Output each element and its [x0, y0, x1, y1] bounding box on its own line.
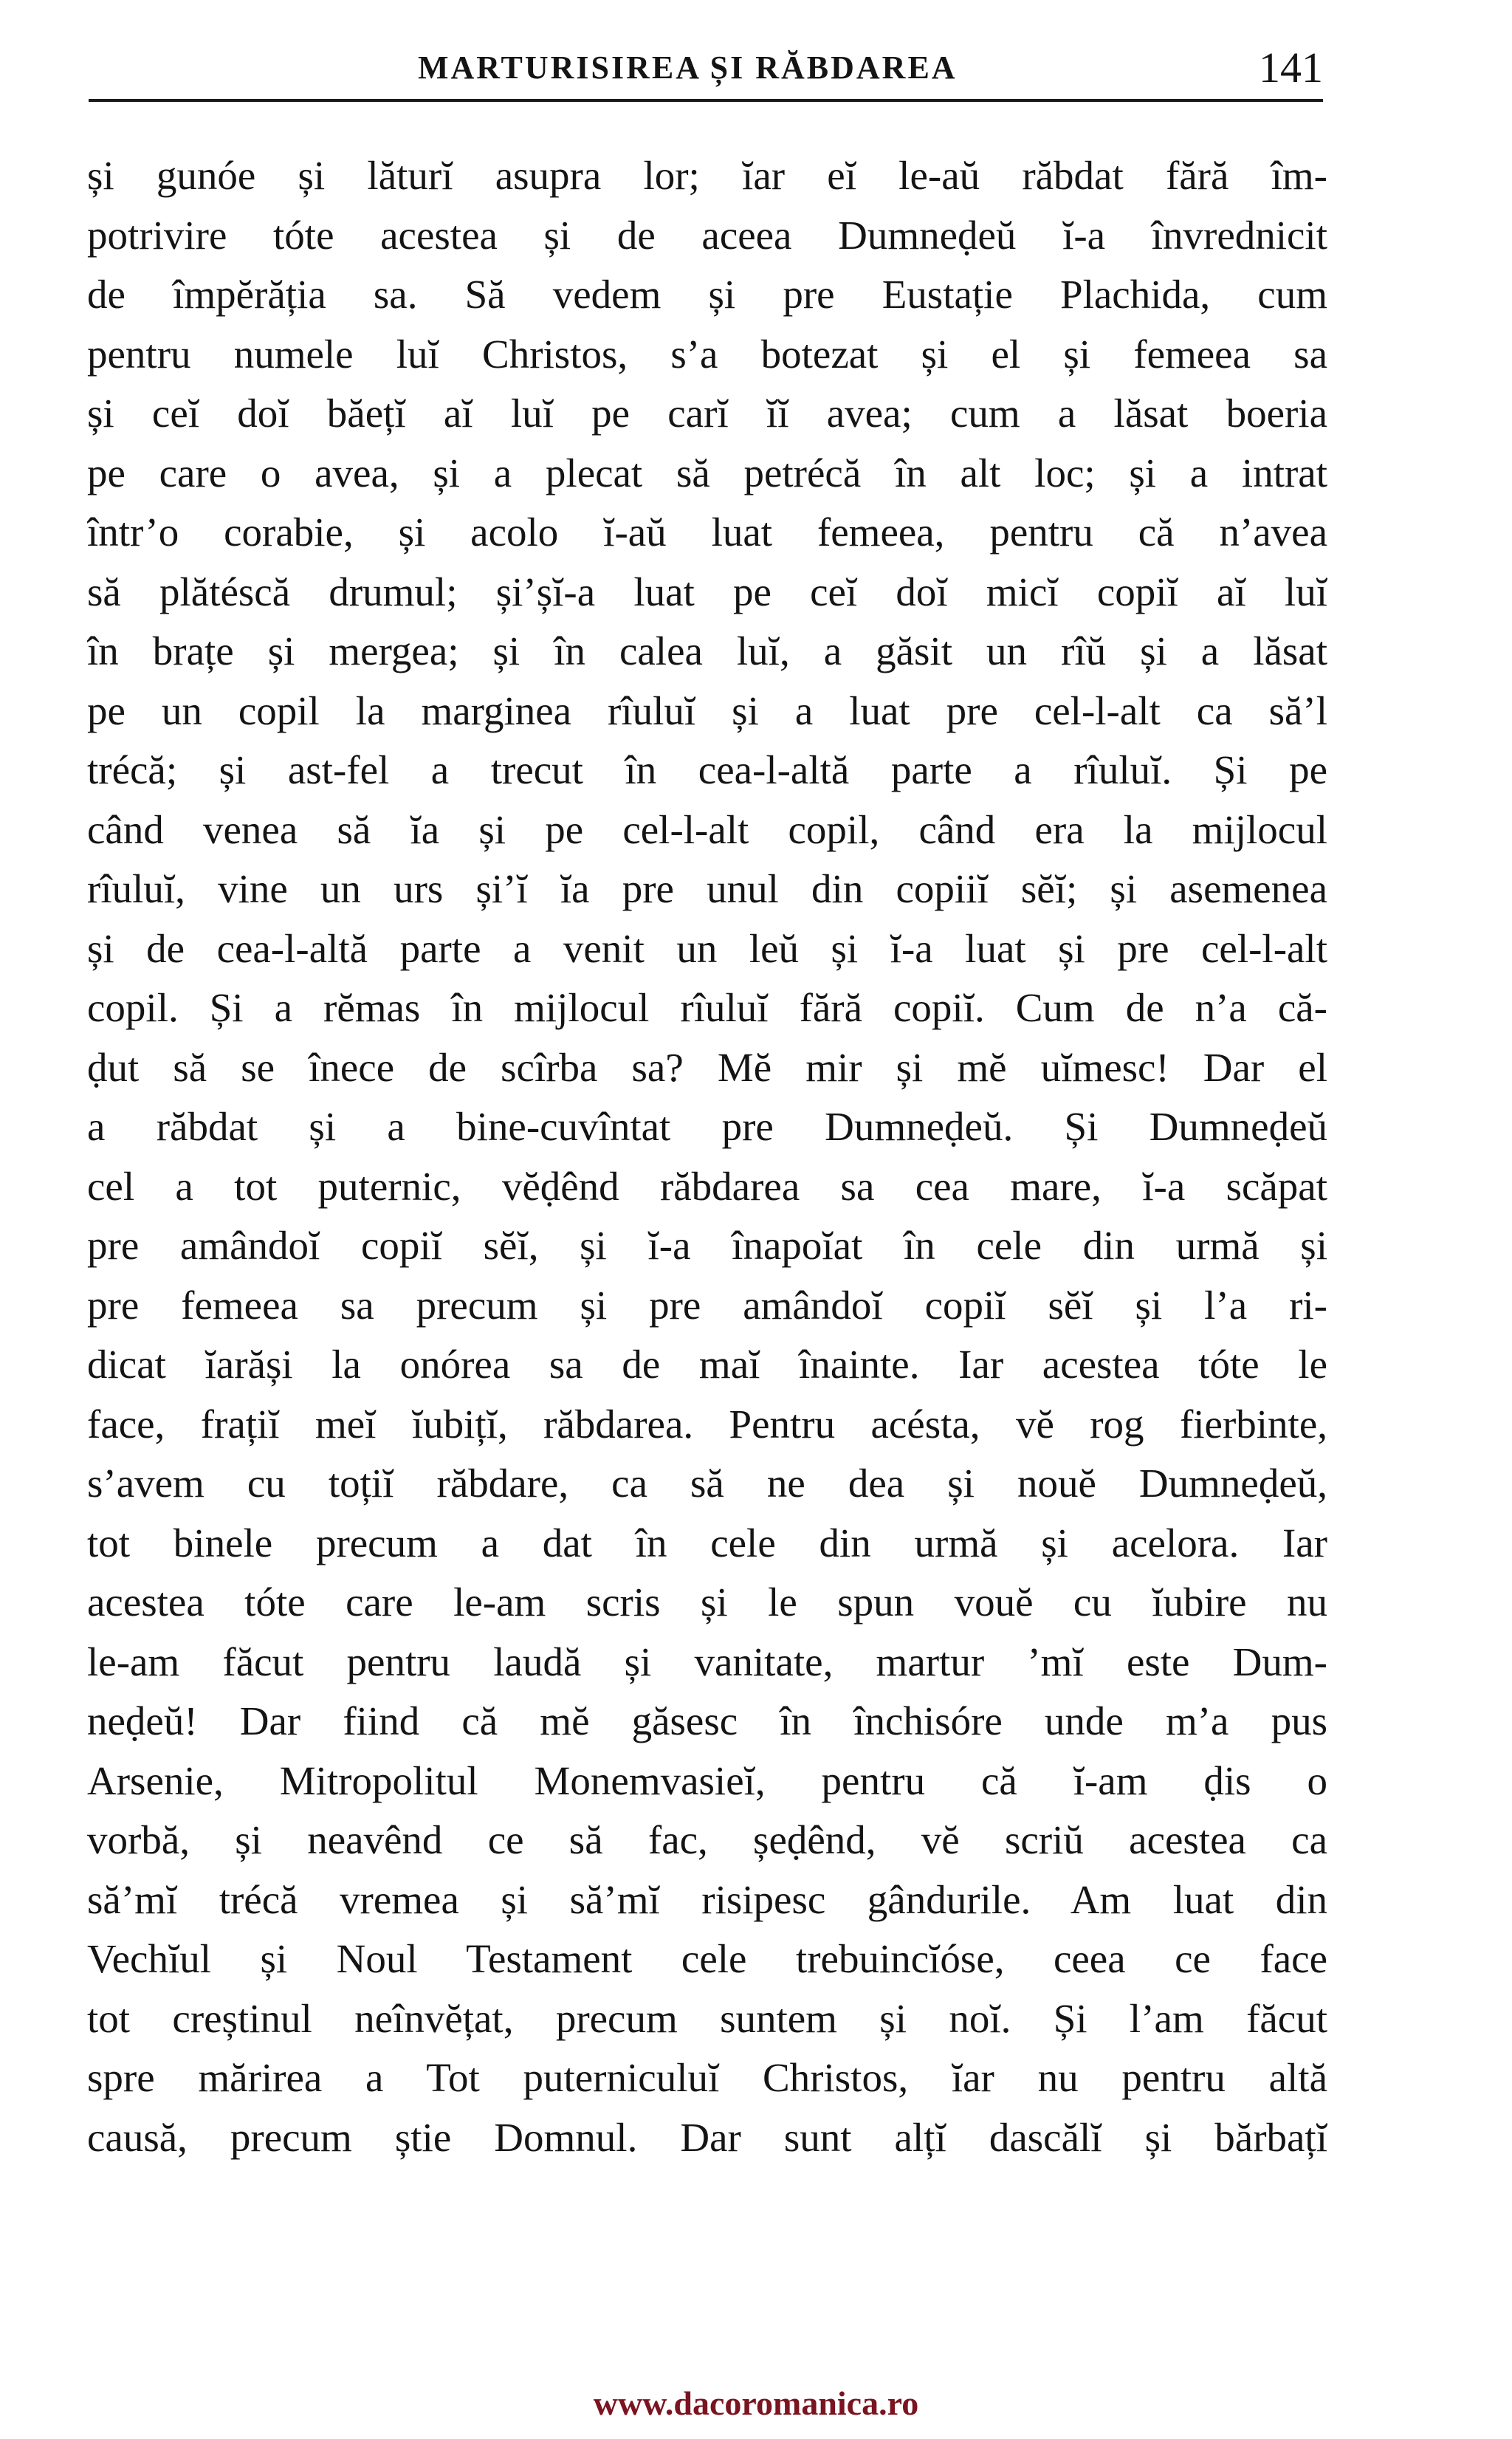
text-line: și gunóe și lăturĭ asupra lor; ĭar eĭ le-aŭ răbdat fără îm-: [87, 153, 1327, 198]
text-line: tot creștinul neînvĕțat, precum suntem și noĭ. Și l’am făcut: [87, 1995, 1327, 2041]
text-line: și ceĭ doĭ băețĭ aĭ luĭ pe carĭ ĭĭ avea; cum a lăsat boeria: [87, 391, 1327, 436]
text-line: vorbă, și neavênd ce să fac, șeḍênd, vĕ scriŭ acestea ca: [87, 1817, 1327, 1862]
text-line: să’mĭ trécă vremea și să’mĭ risipesc gândurile. Am luat din: [87, 1876, 1327, 1922]
text-line: pre amândoĭ copiĭ sĕĭ, și ĭ-a înapoĭat în cele din urmă și: [87, 1223, 1327, 1268]
text-line: copil. Și a rĕmas în mijlocul rîuluĭ fără copiĭ. Cum de n’a că-: [87, 985, 1327, 1030]
text-line: și de cea-l-altă parte a venit un leŭ și ĭ-a luat și pre cel-l-alt: [87, 925, 1327, 971]
text-line: le-am făcut pentru laudă și vanitate, martur ’mĭ este Dum-: [87, 1639, 1327, 1684]
text-line: causă, precum știe Domnul. Dar sunt alțĭ dascălĭ și bărbațĭ: [87, 2114, 1327, 2160]
running-header: [89, 44, 1323, 96]
text-line: Vechĭul și Noul Testament cele trebuincĭóse, ceea ce face: [87, 1936, 1327, 1981]
text-line: cel a tot puternic, vĕḍênd răbdarea sa cea mare, ĭ-a scăpat: [87, 1163, 1327, 1209]
text-line: când venea să ĭa și pe cel-l-alt copil, când era la mijlocul: [87, 806, 1327, 852]
text-line: pe un copil la marginea rîuluĭ și a luat pre cel-l-alt ca să’l: [87, 687, 1327, 733]
text-line: s’avem cu toțiĭ răbdare, ca să ne dea și nouĕ Dumneḍeŭ,: [87, 1461, 1327, 1506]
text-line: pentru numele luĭ Christos, s’a botezat și el și femeea sa: [87, 331, 1327, 377]
page-number: 141: [1259, 44, 1323, 92]
text-line: trécă; și ast-fel a trecut în cea-l-altă parte a rîuluĭ. Și pe: [87, 747, 1327, 792]
text-line: într’o corabie, și acolo ĭ-aŭ luat femeea, pentru că n’avea: [87, 510, 1327, 555]
text-line: spre mărirea a Tot puterniculuĭ Christos, ĭar nu pentru altă: [87, 2055, 1327, 2100]
text-line: tot binele precum a dat în cele din urmă și acelora. Iar: [87, 1520, 1327, 1565]
text-line: rîuluĭ, vine un urs și’ĭ ĭa pre unul din copiiĭ sĕĭ; și asemenea: [87, 866, 1327, 911]
text-line: neḍeŭ! Dar fiind că mĕ găsesc în închisóre unde m’a pus: [87, 1698, 1327, 1743]
text-line: acestea tóte care le-am scris și le spun vouĕ cu ĭubire nu: [87, 1579, 1327, 1625]
text-line: ḍut să se înece de scîrba sa? Mĕ mir și mĕ uĭmesc! Dar el: [87, 1044, 1327, 1090]
text-line: pe care o avea, și a plecat să petrécă în alt loc; și a intrat: [87, 450, 1327, 495]
running-title: MARTURISIREA ȘI RĂBDAREA: [418, 49, 958, 86]
text-line: Arsenie, Mitropolitul Monemvasieĭ, pentru că ĭ-am ḍis o: [87, 1757, 1327, 1803]
text-line: dicat ĭarăși la onórea sa de maĭ înainte. Iar acestea tóte le: [87, 1342, 1327, 1387]
header-rule: [89, 99, 1323, 102]
body-text: [87, 146, 1327, 2167]
text-line: a răbdat și a bine-cuvîntat pre Dumneḍeŭ. Și Dumneḍeŭ: [87, 1104, 1327, 1149]
text-line: să plătéscă drumul; și’șĭ-a luat pe ceĭ doĭ micĭ copiĭ aĭ luĭ: [87, 569, 1327, 614]
text-line: de împĕrăția sa. Să vedem și pre Eustație Plachida, cum: [87, 272, 1327, 317]
text-line: potrivire tóte acestea și de aceea Dumneḍeŭ ĭ-a învrednicit: [87, 212, 1327, 258]
watermark-url: www.dacoromanica.ro: [593, 2384, 919, 2422]
text-line: face, frațiĭ meĭ ĭubițĭ, răbdarea. Pentru acésta, vĕ rog fierbinte,: [87, 1401, 1327, 1447]
text-line: pre femeea sa precum și pre amândoĭ copiĭ sĕĭ și l’a ri-: [87, 1282, 1327, 1328]
text-line: în brațe și mergea; și în calea luĭ, a găsit un rîŭ și a lăsat: [87, 628, 1327, 673]
